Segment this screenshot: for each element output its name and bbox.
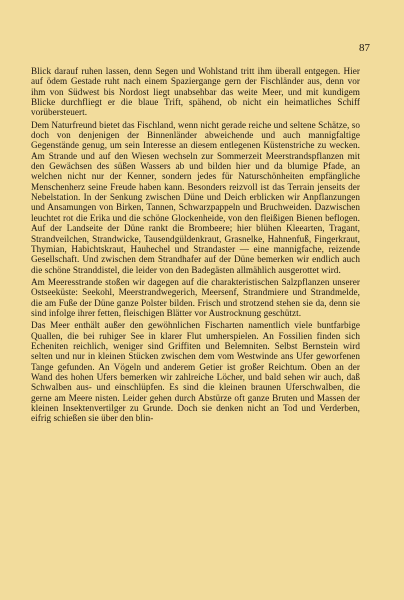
paragraph-2: Dem Naturfreund bietet das Fischland, wenn nicht gerade reiche und seltene Schätze, so doch von denjenigen der Binnenländer abweichende und auch mannigfaltige Gegenstände genug, um sein Interesse an diesem entlegenen Küstenstriche zu wecken. Am Strande und auf den Wiesen wechseln zur Sommerzeit Meerstrandspflanzen mit den Gewächsen des süßen Wassers ab und bilden hier und da blumige Pfade, an welchen nicht nur der Kenner, sondern jedes für Naturschönheiten empfängliche Menschenherz seine Freude haben kann. Besonders reizvoll ist das Terrain jenseits der Nebelstation. In der Senkung zwischen Düne und Deich erblicken wir Anpflanzungen und Ansamungen von Birken, Tannen, Schwarzpappeln und Bruchweiden. Dazwischen leuchtet rot die Erika und die schöne Glockenheide, von den fleißigen Bienen beflogen. Auf der Landseite der Düne rankt die Brombeere; hier blühen Kleearten, Tragant, Strandveilchen, Strandwicke, Tausendgüldenkraut, Grasnelke, Hahnenfuß, Fingerkraut, Thymian, Habichtskraut, Hauhechel und Strandaster — eine mannigfache, reizende Gesellschaft. Und zwischen dem Strandhafer auf der Düne bemerken wir endlich auch die schöne Stranddistel, die leider von den Badegästen allmählich ausgerottet wird. xyxy=(31,119,360,275)
paragraph-4: Das Meer enthält außer den gewöhnlichen Fischarten namentlich viele buntfarbige Quallen, die bei ruhiger See in klarer Flut umherspielen. An Fossilien finden sich Echeniten reichlich, weniger sind Griffiten und Belemniten. Selbst Bernstein wird selten und nur in kleinen Stücken zwischen dem vom Westwinde ans Ufer geworfenen Tange gefunden. An Vögeln und anderem Getier ist großer Reichtum. Oben an der Wand des hohen Ufers bemerken wir zahlreiche Löcher, und bald sehen wir auch, daß Schwalben aus- und einschlüpfen. Es sind die kleinen braunen Uferschwalben, die gerne am Meere nisten. Leider gehen durch Abstürze oft ganze Bruten und Massen der kleinen Insektenvertilger zu Grunde. Doch sie denken nicht an Tod und Verderben, eifrig schießen sie über den blin- xyxy=(31,320,360,424)
paragraph-1: Blick darauf ruhen lassen, denn Segen und Wohlstand tritt ihm überall entgegen. Hier auf ödem Gestade ruht nach einem Spaziergange gern der Fischländer aus, denn vor ihm von Südwest bis Nordost liegt unabsehbar das weite Meer, und mit kundigem Blicke durchfliegt er die blaue Trift, spähend, ob nicht ein heimatliches Schiff vorübersteuert. xyxy=(31,66,360,118)
page-number: 87 xyxy=(359,42,370,54)
paragraph-3: Am Meeresstrande stoßen wir dagegen auf die charakteristischen Salzpflanzen unserer Ostseeküste: Seekohl, Meerstrandwegerich, Meersenf, Strandmiere und Strandmelde, die am Fuße der Düne ganze Polster bilden. Frisch und strotzend stehen sie da, denn sie sind infolge ihrer fetten, fleischigen Blätter vor Austrocknung geschützt. xyxy=(31,276,360,318)
body-text xyxy=(31,66,360,425)
